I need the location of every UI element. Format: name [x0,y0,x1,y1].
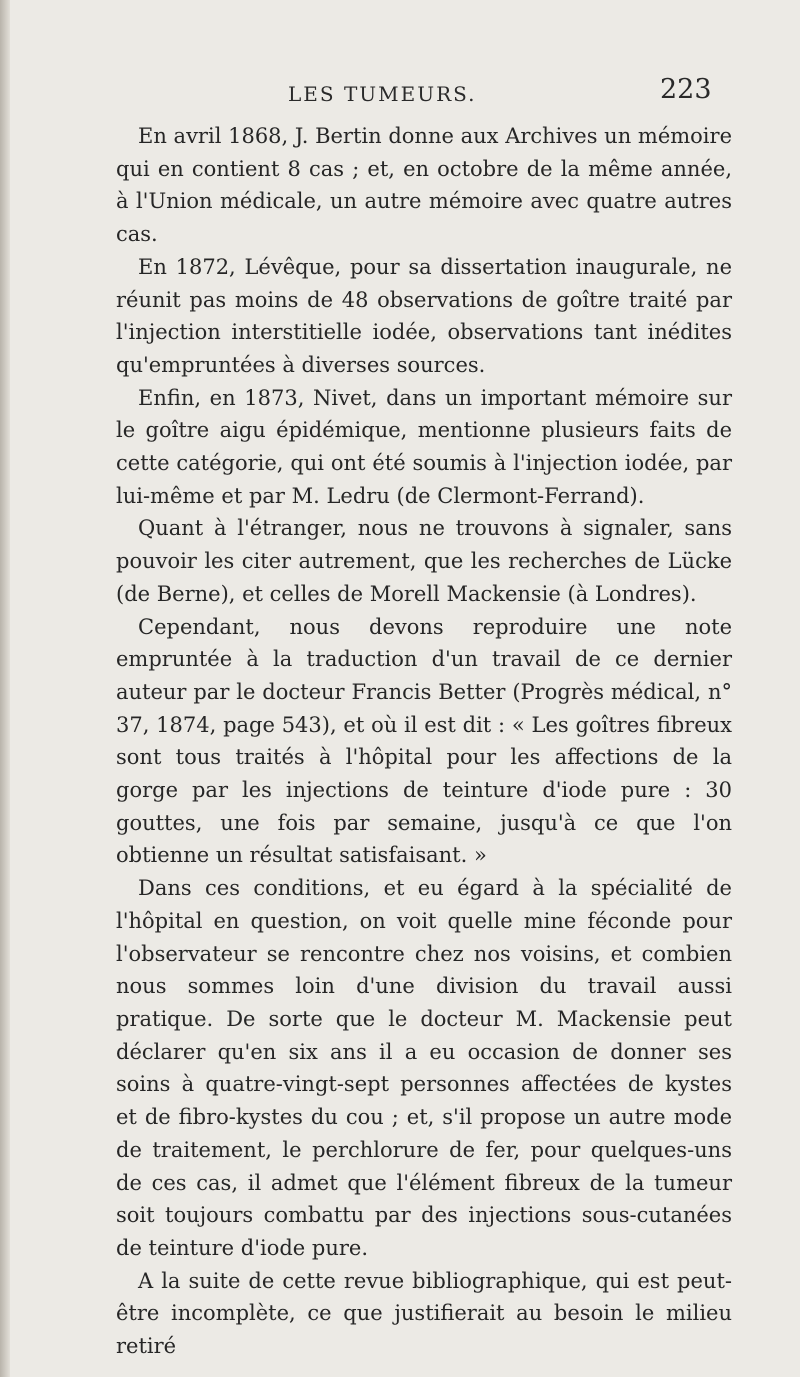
paragraph-3: Enfin, en 1873, Nivet, dans un important mémoire sur le goître aigu épidémique, mentionne plusieurs faits de cette catégorie, qui ont été soumis à l'injection iodée, par lui-même et par M. Ledru (de Clermont-Ferrand). [116,385,732,508]
page-header [0,74,800,114]
paragraph-5: Cependant, nous devons reproduire une note empruntée à la traduction d'un travail de ce dernier auteur par le docteur Francis Better (Progrès médical, n° 37, 1874, page 543), et où il est dit : « Les goîtres fibreux sont tous traités à l'hôpital pour les affections de la gorge par les injections de teinture d'iode pure : 30 gouttes, une fois par semaine, jusqu'à ce que l'on obtienne un résultat satisfaisant. » [116,614,732,868]
paragraph-4: Quant à l'étranger, nous ne trouvons à signaler, sans pouvoir les citer autrement, que les recherches de Lücke (de Berne), et celles de Morell Mackensie (à Londres). [116,516,732,606]
binding-edge [0,0,10,1377]
paragraph-1: En avril 1868, J. Bertin donne aux Archives un mémoire qui en contient 8 cas ; et, en octobre de la même année, à l'Union médicale, un autre mémoire avec quatre autres cas. [116,124,732,247]
paragraph-7: A la suite de cette revue bibliographique, qui est peut-être incomplète, ce que justifierait au besoin le milieu retiré [116,1268,732,1359]
body-text [116,120,732,1363]
paragraph-2: En 1872, Lévêque, pour sa dissertation inaugurale, ne réunit pas moins de 48 observations de goître traité par l'injection interstitielle iodée, observations tant inédites qu'empruntées à diverses sources. [116,254,732,377]
page-number: 223 [660,74,712,105]
running-head: LES TUMEURS. [288,82,477,106]
paragraph-6: Dans ces conditions, et eu égard à la spécialité de l'hôpital en question, on voit quelle mine féconde pour l'observateur se rencontre chez nos voisins, et combien nous sommes loin d'une division du travail aussi pratique. De sorte que le docteur M. Mackensie peut déclarer qu'en six ans il a eu occasion de donner ses soins à quatre-vingt-sept personnes affectées de kystes et de fibro-kystes du cou ; et, s'il propose un autre mode de traitement, le perchlorure de fer, pour quelques-uns de ces cas, il admet que l'élément fibreux de la tumeur soit toujours combattu par des injections sous-cutanées de teinture d'iode pure. [116,876,732,1260]
